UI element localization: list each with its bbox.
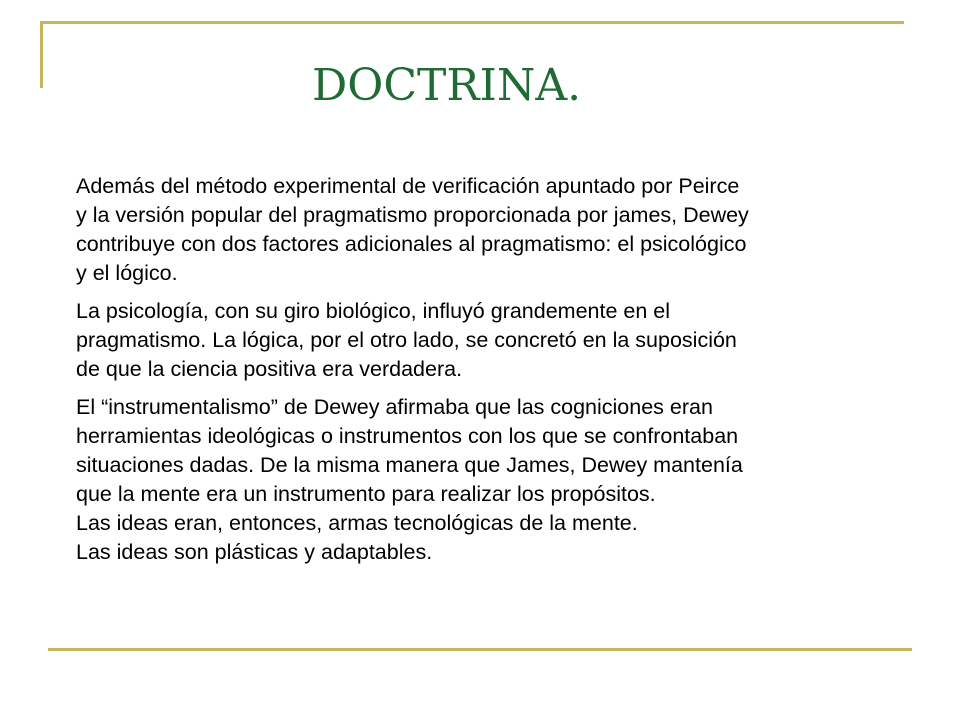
text-line: y la versión popular del pragmatismo proporcionada por james, Dewey: [76, 203, 749, 227]
paragraph-2: [76, 297, 916, 384]
slide-title: DOCTRINA.: [312, 60, 582, 111]
text-line: Además del método experimental de verificación apuntado por Peirce: [76, 174, 740, 198]
text-line: situaciones dadas. De la misma manera que James, Dewey mantenía: [76, 453, 743, 477]
paragraph-3: [76, 393, 916, 567]
text-line: La psicología, con su giro biológico, influyó grandemente en el: [76, 299, 671, 323]
text-line: Las ideas eran, entonces, armas tecnológicas de la mente.: [76, 511, 638, 535]
paragraph-1: [76, 172, 916, 288]
text-line: contribuye con dos factores adicionales al pragmatismo: el psicológico: [76, 232, 747, 256]
bottom-rule: [48, 648, 912, 651]
text-line: que la mente era un instrumento para realizar los propósitos.: [76, 482, 656, 506]
text-line: herramientas ideológicas o instrumentos con los que se confrontaban: [76, 424, 739, 448]
text-line: y el lógico.: [76, 261, 178, 285]
text-line: pragmatismo. La lógica, por el otro lado, se concretó en la suposición: [76, 328, 737, 352]
text-line: Las ideas son plásticas y adaptables.: [76, 540, 433, 564]
slide-body: [76, 172, 916, 576]
text-line: El “instrumentalismo” de Dewey afirmaba que las cogniciones eran: [76, 395, 713, 419]
top-rule: [40, 21, 904, 24]
left-rule: [40, 21, 43, 88]
text-line: de que la ciencia positiva era verdadera.: [76, 357, 463, 381]
